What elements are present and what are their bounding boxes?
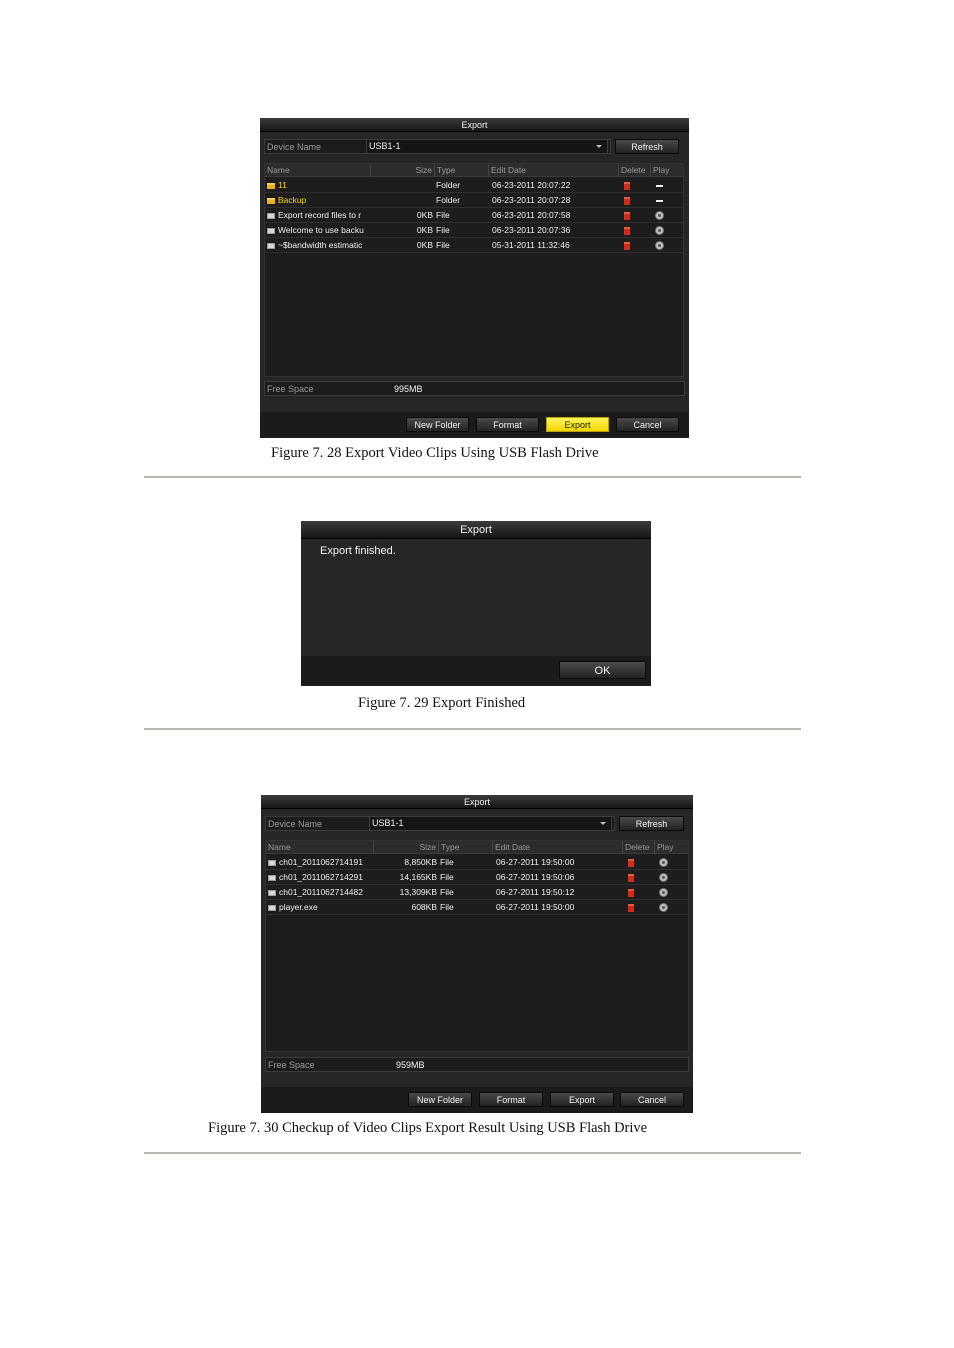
file-icon [268, 905, 276, 911]
col-edit-date[interactable]: Edit Date [493, 841, 623, 854]
row-type: Folder [436, 195, 461, 205]
export-button[interactable]: Export [550, 1092, 614, 1107]
play-icon[interactable] [655, 226, 664, 235]
trash-icon[interactable] [628, 859, 634, 867]
row-type: File [436, 225, 450, 235]
new-folder-button[interactable]: New Folder [406, 417, 469, 432]
export-finished-dialog [301, 521, 651, 686]
free-space-value: 959MB [396, 1060, 425, 1070]
row-name-text: player.exe [279, 902, 318, 912]
row-edit-date: 06-23-2011 20:07:58 [492, 210, 571, 220]
col-type[interactable]: Type [439, 841, 493, 854]
row-name [267, 238, 369, 253]
export-dialog-3 [261, 795, 693, 1113]
row-edit-date: 06-23-2011 20:07:36 [492, 225, 571, 235]
row-name [267, 178, 369, 193]
ok-button[interactable]: OK [559, 661, 646, 679]
trash-icon[interactable] [628, 874, 634, 882]
trash-icon[interactable] [628, 904, 634, 912]
device-name-value: USB1-1 [372, 818, 404, 828]
file-row[interactable] [265, 223, 683, 238]
figure-caption-3: Figure 7. 30 Checkup of Video Clips Export Result Using USB Flash Drive [208, 1120, 648, 1136]
file-icon [268, 890, 276, 896]
trash-icon[interactable] [624, 182, 630, 190]
cancel-button[interactable]: Cancel [620, 1092, 684, 1107]
row-type: Folder [436, 180, 461, 190]
export-dialog-1 [260, 118, 689, 438]
trash-icon[interactable] [624, 242, 630, 250]
dash-icon [656, 200, 663, 202]
col-name[interactable]: Name [265, 164, 371, 177]
file-list-header [265, 164, 683, 177]
new-folder-button[interactable]: New Folder [408, 1092, 472, 1107]
row-name [268, 900, 372, 915]
row-type: File [436, 210, 450, 220]
col-name[interactable]: Name [266, 841, 374, 854]
trash-icon[interactable] [624, 197, 630, 205]
row-size: 0KB [416, 240, 433, 250]
row-name-text: ch01_2011062714482 [279, 887, 363, 897]
row-edit-date: 06-27-2011 19:50:06 [496, 872, 575, 882]
refresh-button[interactable]: Refresh [619, 816, 684, 831]
file-icon [267, 243, 275, 249]
row-name [267, 223, 369, 238]
chevron-down-icon [600, 822, 606, 825]
row-size: 0KB [416, 210, 433, 220]
refresh-button[interactable]: Refresh [615, 139, 679, 154]
free-space-label: Free Space [268, 1060, 315, 1070]
play-icon[interactable] [659, 858, 668, 867]
row-edit-date: 06-23-2011 20:07:28 [492, 195, 571, 205]
file-icon [267, 228, 275, 234]
device-name-label: Device Name [268, 819, 323, 829]
device-name-select[interactable] [366, 139, 608, 154]
play-icon[interactable] [659, 903, 668, 912]
row-type: File [440, 857, 454, 867]
row-name [268, 885, 372, 900]
col-size[interactable]: Size [371, 164, 435, 177]
dialog-title: Export [261, 795, 693, 809]
col-play[interactable]: Play [653, 165, 670, 175]
figure-caption-2: Figure 7. 29 Export Finished [358, 695, 526, 711]
row-size: 13,309KB [399, 887, 437, 897]
file-row[interactable] [265, 208, 683, 223]
row-name-text: ~$bandwidth estimatic [278, 240, 363, 250]
file-row[interactable] [266, 900, 688, 915]
trash-icon[interactable] [624, 227, 630, 235]
row-edit-date: 05-31-2011 11:32:46 [492, 240, 570, 250]
dialog-title: Export [301, 521, 651, 539]
divider [144, 476, 801, 478]
file-icon [268, 860, 276, 866]
export-button[interactable]: Export [546, 417, 609, 432]
row-edit-date: 06-27-2011 19:50:00 [496, 857, 575, 867]
dash-icon [656, 185, 663, 187]
divider [144, 1152, 801, 1154]
row-size: 14,165KB [399, 872, 437, 882]
file-icon [268, 875, 276, 881]
format-button[interactable]: Format [476, 417, 539, 432]
row-edit-date: 06-23-2011 20:07:22 [492, 180, 571, 190]
col-delete[interactable]: Delete [623, 841, 655, 854]
row-name-text: Welcome to use backu [278, 225, 364, 235]
folder-row[interactable] [265, 193, 683, 208]
free-space-row [264, 381, 685, 396]
col-type[interactable]: Type [435, 164, 489, 177]
row-size: 8,850KB [404, 857, 437, 867]
row-name [267, 193, 369, 208]
row-type: File [436, 240, 450, 250]
folder-icon [267, 183, 275, 189]
col-size[interactable]: Size [374, 841, 439, 854]
col-delete[interactable]: Delete [619, 164, 651, 177]
row-edit-date: 06-27-2011 19:50:00 [496, 902, 575, 912]
figure-caption-1: Figure 7. 28 Export Video Clips Using USB Flash Drive [271, 445, 599, 461]
file-row[interactable] [265, 238, 683, 253]
free-space-value: 995MB [394, 384, 423, 394]
row-edit-date: 06-27-2011 19:50:12 [496, 887, 575, 897]
free-space-label: Free Space [267, 384, 314, 394]
row-name-text: ch01_2011062714291 [279, 872, 363, 882]
dialog-title: Export [260, 118, 689, 132]
format-button[interactable]: Format [479, 1092, 543, 1107]
row-name [268, 855, 372, 870]
row-size: 608KB [411, 902, 437, 912]
row-type: File [440, 872, 454, 882]
file-row[interactable] [266, 885, 688, 900]
file-list-header [266, 841, 688, 854]
trash-icon[interactable] [624, 212, 630, 220]
col-play[interactable]: Play [657, 842, 674, 852]
row-name [268, 870, 372, 885]
file-list[interactable] [265, 840, 689, 1052]
free-space-row [265, 1057, 689, 1072]
device-name-value: USB1-1 [369, 141, 401, 151]
row-name-text: Export record files to r [278, 210, 362, 220]
row-name [267, 208, 369, 223]
trash-icon[interactable] [628, 889, 634, 897]
export-finished-message: Export finished. [320, 545, 396, 557]
file-row[interactable] [266, 855, 688, 870]
play-icon[interactable] [655, 211, 664, 220]
device-name-label: Device Name [267, 142, 322, 152]
file-icon [267, 213, 275, 219]
play-icon[interactable] [655, 241, 664, 250]
row-name-text: Backup [278, 195, 307, 205]
cancel-button[interactable]: Cancel [616, 417, 679, 432]
folder-icon [267, 198, 275, 204]
play-icon[interactable] [659, 888, 668, 897]
divider [144, 728, 801, 730]
row-name-text: 11 [278, 180, 287, 190]
chevron-down-icon [596, 145, 602, 148]
col-edit-date[interactable]: Edit Date [489, 164, 619, 177]
device-name-select[interactable] [369, 816, 612, 831]
file-row[interactable] [266, 870, 688, 885]
folder-row[interactable] [265, 178, 683, 193]
row-type: File [440, 902, 454, 912]
row-size: 0KB [416, 225, 433, 235]
play-icon[interactable] [659, 873, 668, 882]
file-list[interactable] [264, 163, 684, 377]
row-name-text: ch01_2011062714191 [279, 857, 363, 867]
row-type: File [440, 887, 454, 897]
